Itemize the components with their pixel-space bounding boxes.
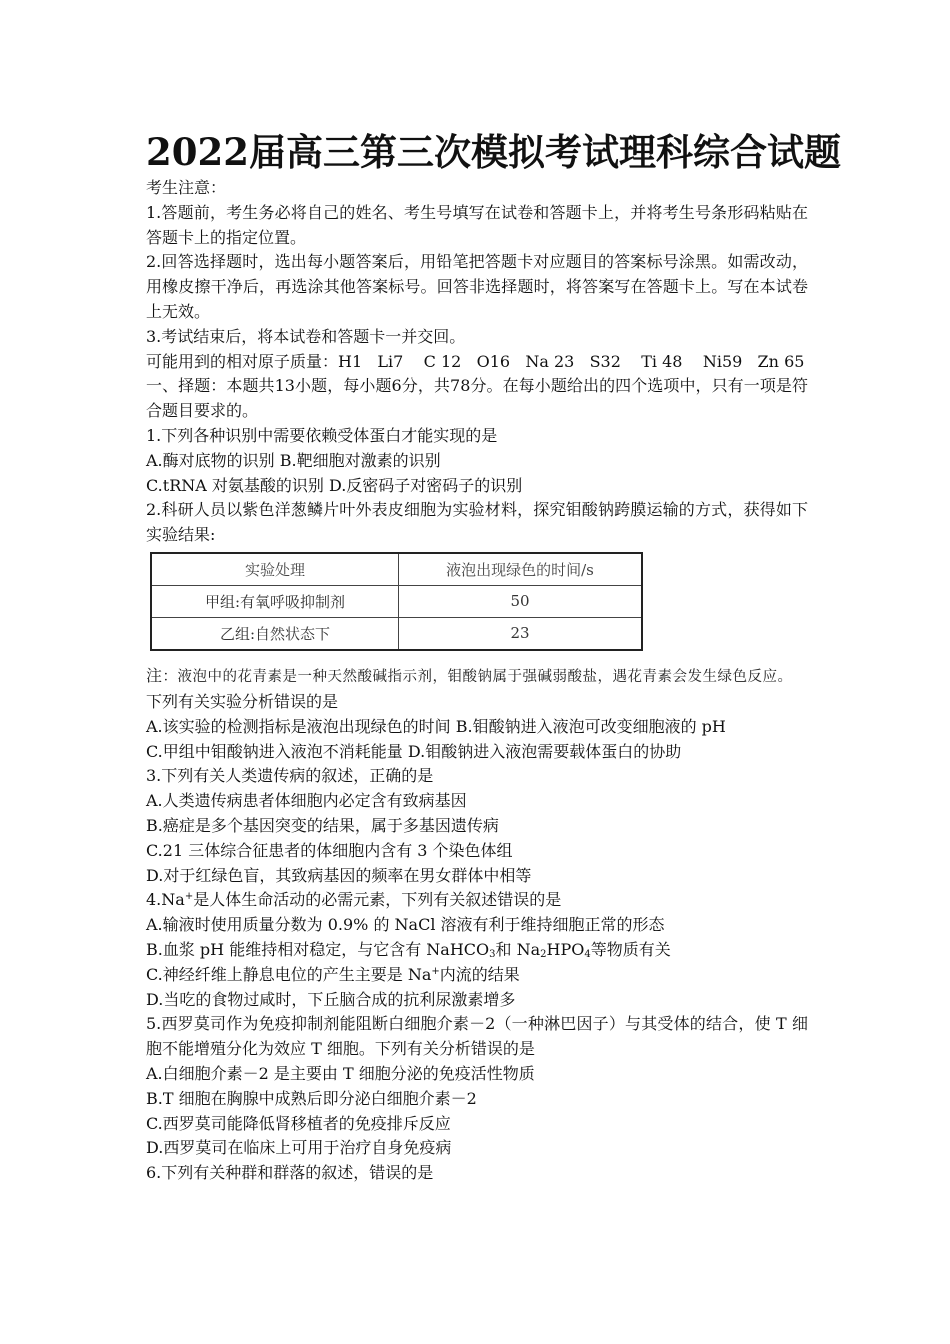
note-label: 注: [146, 665, 163, 685]
question-4-option-a: A.输液时使用质量分数为 0.9% 的 NaCl 溶液有利于维持细胞正常的形态: [146, 915, 665, 935]
question-4-option-b: [146, 938, 808, 963]
question-2-options-ab: A.该实验的检测指标是液泡出现绿色的时间 B.钼酸钠进入液泡可改变细胞液的 pH: [146, 716, 726, 736]
question-1-options-ab: A.酶对底物的识别 B.靶细胞对激素的识别: [146, 450, 441, 470]
q4-c-pre: C.神经纤维上静息电位的产生主要是 Na: [146, 964, 432, 984]
table-row: [151, 617, 642, 650]
question-4-option-c: [146, 963, 808, 988]
q4-b-sub2: 2: [540, 948, 547, 960]
table-cell: 甲组:有氧呼吸抑制剂: [151, 585, 399, 617]
experiment-table-wrapper: [150, 552, 808, 651]
table-cell: 50: [399, 585, 643, 617]
question-5-option-c: C.西罗莫司能降低肾移植者的免疫排斥反应: [146, 1113, 451, 1133]
question-4-stem: [146, 888, 808, 913]
q4-stem-sup: +: [184, 891, 194, 903]
question-3-stem: 3.下列有关人类遗传病的叙述，正确的是: [146, 766, 434, 786]
question-5-option-d: D.西罗莫司在临床上可用于治疗自身免疫病: [146, 1138, 452, 1158]
q4-stem-pre: 4.Na: [146, 890, 185, 910]
table-row: [151, 585, 642, 617]
table-cell: 乙组:自然状态下: [151, 617, 399, 650]
exam-page: [146, 128, 841, 1186]
section-1-heading: 一、择题：本题共13小题，每小题6分，共78分。在每小题给出的四个选项中，只有一项是符合题目要求的。: [146, 376, 808, 421]
question-2-stem: 2.科研人员以紫色洋葱鳞片叶外表皮细胞为实验材料，探究钼酸钠跨膜运输的方式，获得如下实验结果:: [146, 500, 808, 545]
notice-item-1: 1.答题前，考生务必将自己的姓名、考生号填写在试卷和答题卡上，并将考生号条形码粘贴在答题卡上的指定位置。: [146, 202, 808, 247]
atomic-masses: 可能用到的相对原子质量：H1 Li7 C 12 O16 Na 23 S32 Ti 48 Ni59 Zn 65: [146, 351, 805, 371]
q4-c-post: 内流的结果: [439, 964, 520, 984]
q4-b-sub1: 3: [489, 948, 496, 960]
question-5-stem: 5.西罗莫司作为免疫抑制剂能阻断白细胞介素－2（一种淋巴因子）与其受体的结合，使 T 细胞不能增殖分化为效应 T 细胞。下列有关分析错误的是: [146, 1014, 808, 1059]
q4-b-post: 等物质有关: [590, 939, 671, 959]
table-note: [146, 663, 808, 690]
experiment-table: [150, 552, 643, 651]
notice-item-2: 2.回答选择题时，选出每小题答案后，用铅笔把答题卡对应题目的答案标号涂黑。如需改动，用橡皮擦干净后，再选涂其他答案标号。回答非选择题时，将答案写在答题卡上。写在本试卷上无效。: [146, 252, 808, 321]
q4-b-sub3: 4: [584, 948, 591, 960]
q4-b-mid2: HPO: [546, 939, 585, 959]
q4-c-sup: +: [431, 965, 440, 977]
table-header-row: [151, 553, 642, 586]
q4-b-mid: 和 Na: [495, 939, 541, 959]
question-2-prompt: 下列有关实验分析错误的是: [146, 691, 339, 711]
question-1-options-cd: C.tRNA 对氨基酸的识别 D.反密码子对密码子的识别: [146, 475, 523, 495]
question-3-option-a: A.人类遗传病患者体细胞内必定含有致病基因: [146, 791, 467, 811]
question-3-option-d: D.对于红绿色盲，其致病基因的频率在男女群体中相等: [146, 865, 532, 885]
notice-heading: 考生注意：: [146, 178, 227, 197]
note-text: ：液泡中的花青素是一种天然酸碱指示剂，钼酸钠属于强碱弱酸盐，遇花青素会发生绿色反应。: [162, 668, 793, 685]
question-5-option-b: B.T 细胞在胸腺中成熟后即分泌白细胞介素－2: [146, 1088, 477, 1108]
question-6-stem: 6.下列有关种群和群落的叙述，错误的是: [146, 1163, 434, 1183]
table-cell: 23: [399, 617, 643, 650]
table-header-cell: 实验处理: [151, 553, 399, 586]
question-4-option-d: D.当吃的食物过咸时，下丘脑合成的抗利尿激素增多: [146, 989, 516, 1009]
q4-stem-post: 是人体生命活动的必需元素，下列有关叙述错误的是: [193, 890, 562, 910]
question-5-option-a: A.白细胞介素－2 是主要由 T 细胞分泌的免疫活性物质: [146, 1063, 535, 1083]
question-1-stem: 1.下列各种识别中需要依赖受体蛋白才能实现的是: [146, 425, 498, 445]
page-title: 2022届高三第三次模拟考试理科综合试题: [146, 130, 841, 174]
question-3-option-c: C.21 三体综合征患者的体细胞内含有 3 个染色体组: [146, 840, 513, 860]
q4-b-pre: B.血浆 pH 能维持相对稳定，与它含有 NaHCO: [146, 939, 490, 959]
notice-item-3: 3.考试结束后，将本试卷和答题卡一并交回。: [146, 326, 466, 346]
question-2-options-cd: C.甲组中钼酸钠进入液泡不消耗能量 D.钼酸钠进入液泡需要载体蛋白的协助: [146, 741, 682, 761]
question-3-option-b: B.癌症是多个基因突变的结果，属于多基因遗传病: [146, 815, 499, 835]
table-header-cell: 液泡出现绿色的时间/s: [399, 553, 643, 586]
